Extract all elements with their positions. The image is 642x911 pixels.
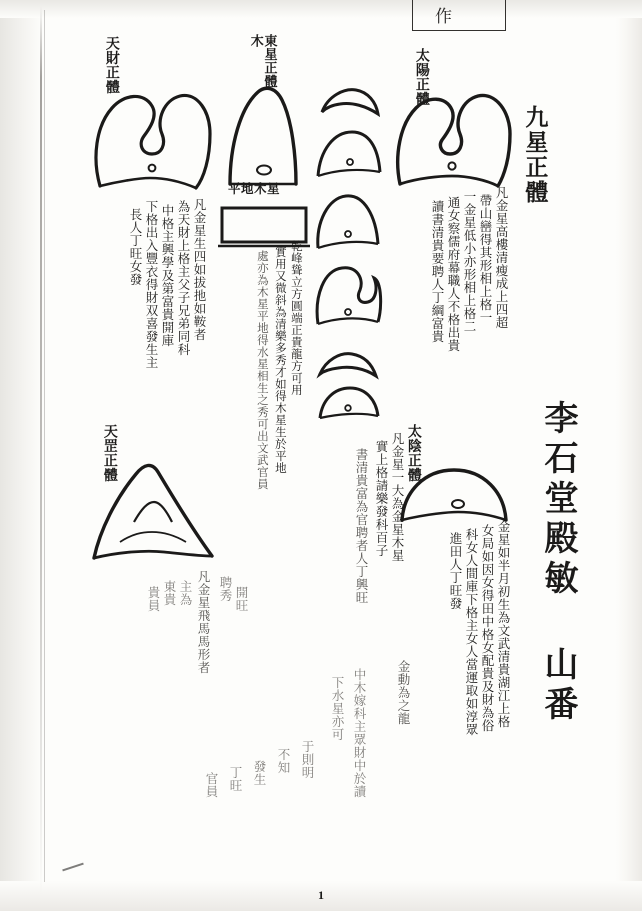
text-col-bottommid-3: 下水星亦可 — [330, 676, 345, 741]
figure-label-tian-cai: 天財正體 — [103, 36, 120, 94]
text-col-taiyang-1: 凡金星高樓清瘦成上四超 — [494, 186, 509, 329]
text-col-tiancai-4: 下格出入豐衣得財双喜發生主 — [144, 200, 159, 369]
text-col-bottomfar-1: 發生 — [252, 760, 267, 786]
figure-dong-xing-zheng-ti — [222, 78, 304, 188]
text-col-taiyin-3: 科女人間庫下格主女人當運取如淳眾 — [464, 528, 479, 736]
author-signature: 李石堂殿敏 山番 — [538, 400, 579, 726]
figure-tian-gang-zheng-ti — [86, 452, 226, 564]
text-col-mu-3: 處亦為木星平地得水星相生之秀可出文武官員 — [255, 250, 270, 490]
figure-label-tai-yin: 太陰正體 — [405, 424, 422, 482]
text-col-tiancai-2: 為天財上格主父子兄弟同科 — [176, 200, 191, 356]
text-col-taiyin-4: 進田人丁旺發 — [448, 532, 463, 610]
scan-edge-right — [616, 0, 642, 911]
figure-tian-cai-zheng-ti — [86, 82, 216, 192]
text-col-bottomleft-3: 東貴 — [162, 580, 177, 606]
text-col-bottomleft-6: 開旺 — [234, 586, 249, 612]
figure-tai-yin-zheng-ti — [396, 456, 512, 528]
text-col-bottomfar-3: 官員 — [204, 772, 219, 798]
figure-label-tian-gang: 天罡正體 — [101, 424, 118, 482]
header-notch — [412, 0, 506, 31]
page-number: 1 — [318, 888, 324, 902]
text-col-taiyang-2: 帶山巒得其形相上格一 — [478, 194, 493, 324]
text-col-tiangang-1: 凡金星一大為金星木星 — [390, 432, 405, 562]
header-notch-char: 作 — [435, 7, 452, 27]
figure-tai-yang-zheng-ti — [392, 84, 516, 190]
figure-label-dong-xing: 東星正體木 — [247, 34, 277, 88]
text-col-bottommid-2: 中木嫁科主眾財中於讀 — [352, 668, 367, 798]
text-col-mu-2: 實用又微斜為清樂多秀才如得木星生於平地 — [273, 246, 288, 474]
text-col-mu-1: 乾峰聳立方圓端正貴龍方可用 — [289, 240, 304, 396]
text-col-bottommid-4: 于則明 — [300, 740, 315, 779]
text-col-tiancai-5: 長人丁旺女發 — [128, 208, 143, 286]
scan-edge-left — [0, 0, 42, 911]
text-col-tiancai-1: 凡金星生四如拔扡如鞍者 — [192, 198, 207, 341]
text-col-bottomfar-2: 丁旺 — [228, 766, 243, 792]
text-col-bottomleft-5: 聘秀 — [218, 576, 233, 602]
text-col-taiyang-5: 讀書清貴要聘人丁綱富貴 — [430, 200, 445, 343]
figure-label-ping-di-mu: 平地木星 — [228, 181, 281, 196]
text-col-bottomleft-2: 主為 — [178, 580, 193, 606]
text-col-taiyang-3: 一金星低小亦形相上格二 — [462, 190, 477, 333]
text-col-bottommid-1: 金動為之龍 — [396, 660, 411, 725]
text-col-bottommid-5: 不知 — [276, 748, 291, 774]
text-col-tiangang-2: 實上格請樂發科百子 — [374, 440, 389, 557]
text-col-bottomleft-1: 凡金星飛馬馬形者 — [196, 570, 211, 674]
text-col-tiangang-3: 書清貴富為官聘者人丁興旺 — [354, 448, 369, 604]
text-col-tiancai-3: 中格主興學及第富貴開庫 — [160, 204, 175, 347]
text-col-taiyang-4: 通女察儒府幕職人不格出貴 — [446, 196, 461, 352]
text-col-taiyin-2: 女局如因女得田中格女配貴及財為俗 — [480, 524, 495, 732]
page-fold-line — [40, 6, 42, 896]
text-col-taiyin-1: 金星如半月初生為文武清貴湖江上格 — [496, 520, 511, 728]
figure-stacked-crescents — [310, 84, 390, 424]
page-title: 九星正體 — [521, 105, 548, 205]
figure-label-tai-yang: 太陽正體 — [413, 48, 430, 106]
text-col-bottomleft-4: 貴員 — [146, 586, 161, 612]
